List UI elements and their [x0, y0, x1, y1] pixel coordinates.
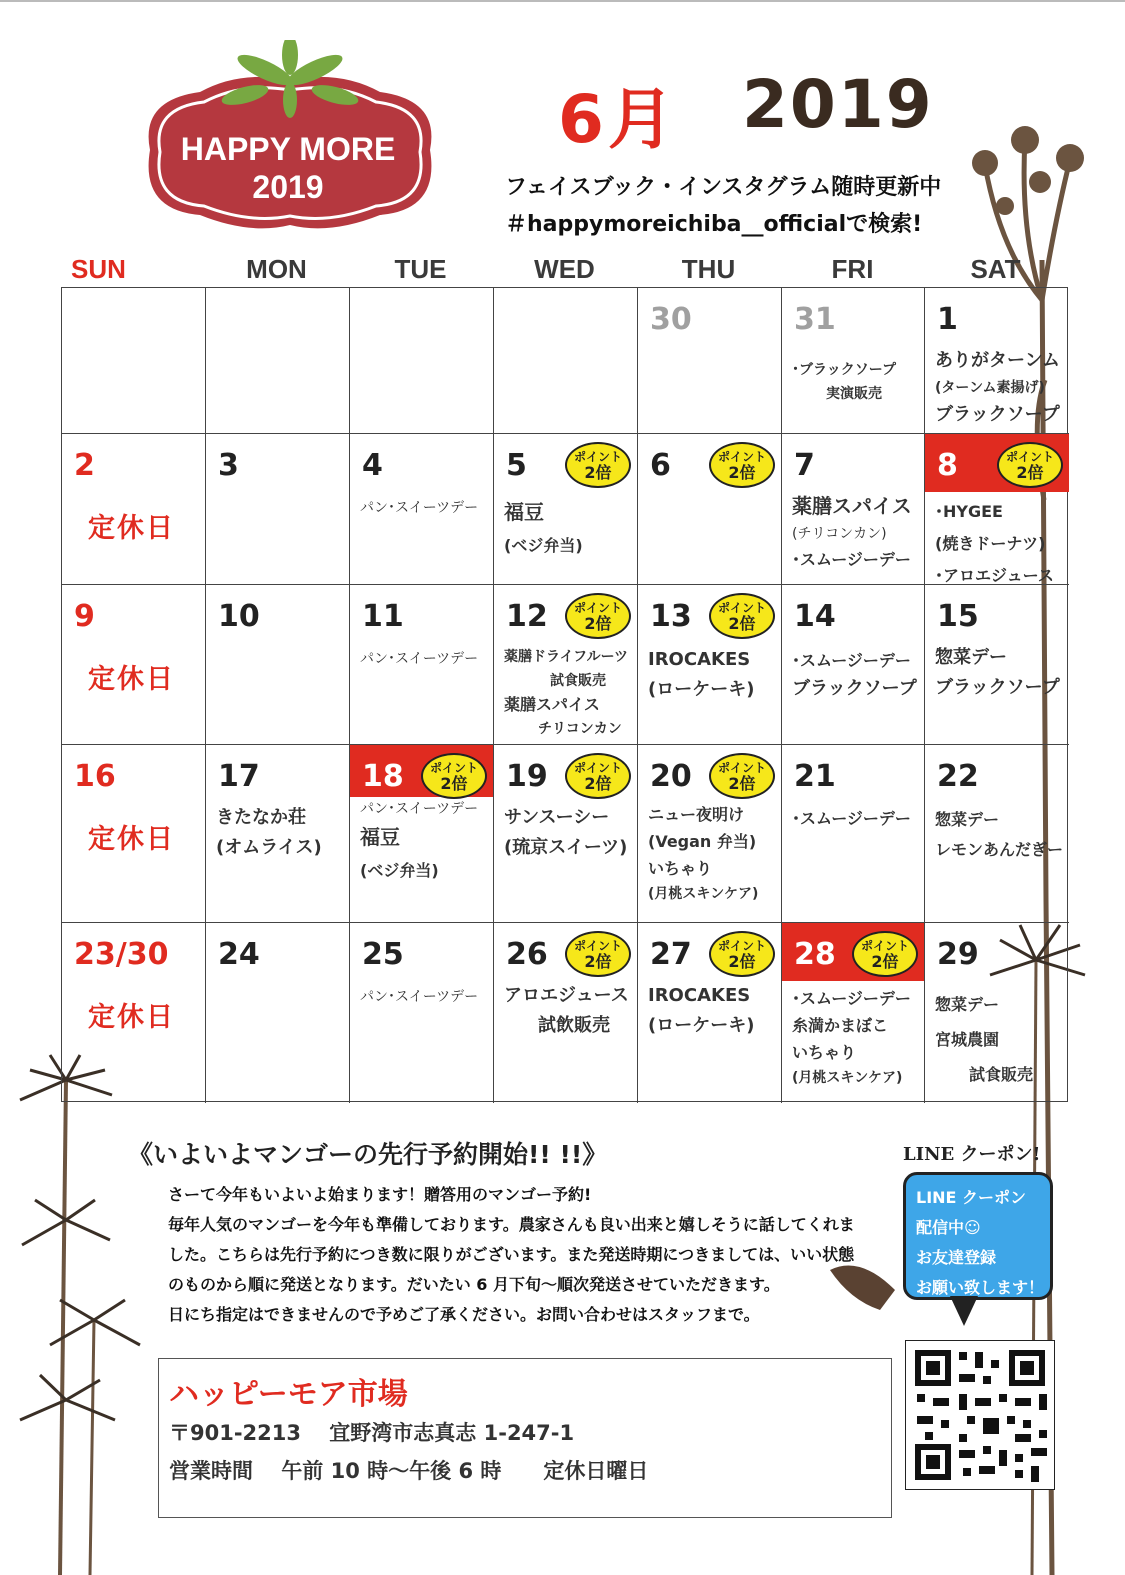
qr-code-icon[interactable]	[905, 1340, 1055, 1490]
point-badge: ポイント 2倍	[565, 753, 631, 799]
point-badge: ポイント 2倍	[421, 753, 487, 799]
point-badge: ポイント 2倍	[565, 593, 631, 639]
shop-address: 〒901-2213 宜野湾市志真志 1-247-1	[169, 1421, 575, 1445]
day-cell-17	[206, 745, 350, 923]
top-border	[0, 0, 1125, 2]
day-events: ･スムージーデー ブラックソープ	[792, 651, 917, 699]
day-cell-25	[350, 923, 494, 1103]
day-events: ･ブラックソープ 実演販売	[792, 362, 897, 402]
dayhead-wed: WED	[534, 254, 595, 284]
closed-label: 定休日	[88, 1002, 175, 1033]
day-cell-empty	[350, 288, 494, 434]
day-number: 2	[74, 448, 95, 483]
year-title: 2019	[742, 66, 934, 143]
day-events: パン･スイーツデー	[360, 500, 479, 516]
day-events: IROCAKES (ローケーキ)	[648, 649, 755, 700]
point-badge: ポイント 2倍	[565, 442, 631, 488]
dayhead-fri: FRI	[831, 254, 874, 284]
sns-info-line2: ＃happymoreichiba__officialで検索!	[505, 212, 923, 237]
dayhead-tue: TUE	[394, 254, 447, 284]
dayhead-mon: MON	[246, 254, 307, 284]
day-events: 福豆 (ベジ弁当)	[504, 500, 583, 555]
day-events: 惣菜デー ブラックソープ	[935, 647, 1060, 698]
dayhead-thu: THU	[681, 254, 736, 284]
day-cell-empty	[494, 288, 638, 434]
day-cell-10	[206, 585, 350, 745]
point-badge: ポイント 2倍	[709, 931, 775, 977]
day-events: ありがターンム (ターンム素揚げ) ブラックソープ	[935, 350, 1060, 425]
day-cell-20	[638, 745, 782, 923]
dayhead-sat: SAT	[970, 254, 1021, 284]
point-badge: ポイント 2倍	[997, 442, 1063, 488]
day-number: 15	[937, 599, 979, 634]
day-number: 20	[650, 759, 692, 794]
day-cell-31	[782, 288, 925, 434]
promo-title: 《いよいよマンゴーの先行予約開始!! !!》	[128, 1140, 608, 1169]
day-events: パン･スイーツデー	[360, 651, 479, 667]
day-number: 13	[650, 599, 692, 634]
logo-text: HAPPY MORE 2019	[180, 131, 396, 205]
day-number: 18	[362, 759, 404, 794]
shop-hours: 営業時間 午前 10 時～午後 6 時 定休日曜日	[169, 1459, 649, 1483]
day-cell-23-30	[62, 923, 206, 1103]
day-number: 12	[506, 599, 548, 634]
month-title: 6月	[558, 81, 678, 158]
point-badge: ポイント 2倍	[709, 753, 775, 799]
promo-body: さーて今年もいよいよ始まります！贈答用のマンゴー予約! 毎年人気のマンゴーを今年も準備しております。農家さんも良い出来と嬉しそうに話してくれま した。こちらは先行予約につき数に限りがございます。また発送時期につきましては、いい状態 のものから順に発送となります。だいたい 6 月下旬～順次発送させていただきます。 日にち指定はできませんので予めご了承ください。お問い合わせはスタッフまで。	[168, 1185, 855, 1324]
day-events: IROCAKES (ローケーキ)	[648, 985, 755, 1036]
day-events: ･HYGEE (焼きドーナツ) ･アロエジュース	[935, 502, 1054, 585]
day-number: 29	[937, 937, 979, 972]
day-cell-5	[494, 434, 638, 585]
day-events: 薬膳ドライフルーツ 試食販売 薬膳スパイス チリコンカン	[504, 649, 629, 737]
day-number: 6	[650, 448, 671, 483]
day-cell-29	[925, 923, 1069, 1103]
day-number: 11	[362, 599, 404, 634]
day-events: 薬膳スパイス (チリコンカン) ･スムージーデー	[792, 494, 912, 569]
shop-info-box	[158, 1358, 892, 1518]
day-number: 17	[218, 759, 260, 794]
day-cell-26	[494, 923, 638, 1103]
day-events: パン･スイーツデー 福豆 (ベジ弁当)	[360, 801, 479, 880]
day-number: 30	[650, 302, 692, 337]
closed-label: 定休日	[88, 664, 175, 695]
day-cell-13	[638, 585, 782, 745]
day-cell-27	[638, 923, 782, 1103]
day-cell-18	[350, 745, 494, 923]
day-cell-24	[206, 923, 350, 1103]
line-coupon-bubble: LINE クーポン 配信中☺ お友達登録 お願い致します！	[903, 1172, 1053, 1300]
day-events: 惣菜デー 宮城農園 試食販売	[935, 995, 1034, 1084]
day-events: ･スムージーデー 糸満かまぼこ いちゃり (月桃スキンケア)	[792, 989, 911, 1086]
day-cell-2	[62, 434, 206, 585]
point-badge: ポイント 2倍	[709, 442, 775, 488]
day-number: 19	[506, 759, 548, 794]
day-events: 惣菜デー レモンあんだぎー	[935, 810, 1064, 859]
day-number: 5	[506, 448, 527, 483]
day-number: 14	[794, 599, 836, 634]
closed-label: 定休日	[88, 824, 175, 855]
day-cell-empty	[62, 288, 206, 434]
day-number: 21	[794, 759, 836, 794]
day-cell-1	[925, 288, 1069, 434]
day-number: 27	[650, 937, 692, 972]
dayhead-sun: SUN	[71, 254, 126, 284]
day-number: 10	[218, 599, 260, 634]
day-events: サンスーシー (琉京スイーツ)	[504, 807, 628, 858]
point-badge: ポイント 2倍	[852, 931, 918, 977]
day-number: 25	[362, 937, 404, 972]
day-events: アロエジュース 試飲販売	[504, 985, 629, 1036]
sns-info-line1: フェイスブック・インスタグラム随時更新中	[505, 175, 942, 200]
day-cell-30	[638, 288, 782, 434]
day-cell-28	[782, 923, 925, 1103]
day-number: 3	[218, 448, 239, 483]
day-events: きたなか荘 (オムライス)	[216, 807, 322, 858]
day-number: 22	[937, 759, 979, 794]
day-cell-8	[925, 434, 1069, 585]
day-cell-16	[62, 745, 206, 923]
day-number: 24	[218, 937, 260, 972]
day-cell-9	[62, 585, 206, 745]
day-cell-15	[925, 585, 1069, 745]
line-coupon-label: LINE クーポン!	[903, 1144, 1041, 1165]
day-number: 23/30	[74, 937, 169, 972]
day-cell-4	[350, 434, 494, 585]
day-cell-14	[782, 585, 925, 745]
day-number: 9	[74, 599, 95, 634]
speech-bubble-tail	[950, 1296, 978, 1326]
day-cell-19	[494, 745, 638, 923]
day-cell-empty	[206, 288, 350, 434]
day-number: 16	[74, 759, 116, 794]
day-cell-12	[494, 585, 638, 745]
point-badge: ポイント 2倍	[565, 931, 631, 977]
day-number: 4	[362, 448, 383, 483]
day-events: パン･スイーツデー	[360, 989, 479, 1005]
calendar-grid	[61, 287, 1068, 1102]
day-number: 28	[794, 937, 836, 972]
closed-label: 定休日	[88, 513, 175, 544]
day-number: 8	[937, 448, 958, 483]
day-cell-6	[638, 434, 782, 585]
day-number: 31	[794, 302, 836, 337]
day-cell-11	[350, 585, 494, 745]
day-number: 26	[506, 937, 548, 972]
day-cell-3	[206, 434, 350, 585]
day-number: 1	[937, 302, 958, 337]
day-cell-7	[782, 434, 925, 585]
day-cell-22	[925, 745, 1069, 923]
point-badge: ポイント 2倍	[709, 593, 775, 639]
day-cell-21	[782, 745, 925, 923]
day-events: ･スムージーデー	[792, 809, 911, 828]
day-events: ニュー夜明け (Vegan 弁当) いちゃり (月桃スキンケア)	[648, 805, 759, 902]
day-number: 7	[794, 448, 815, 483]
shop-name: ハッピーモア市場	[169, 1377, 408, 1412]
